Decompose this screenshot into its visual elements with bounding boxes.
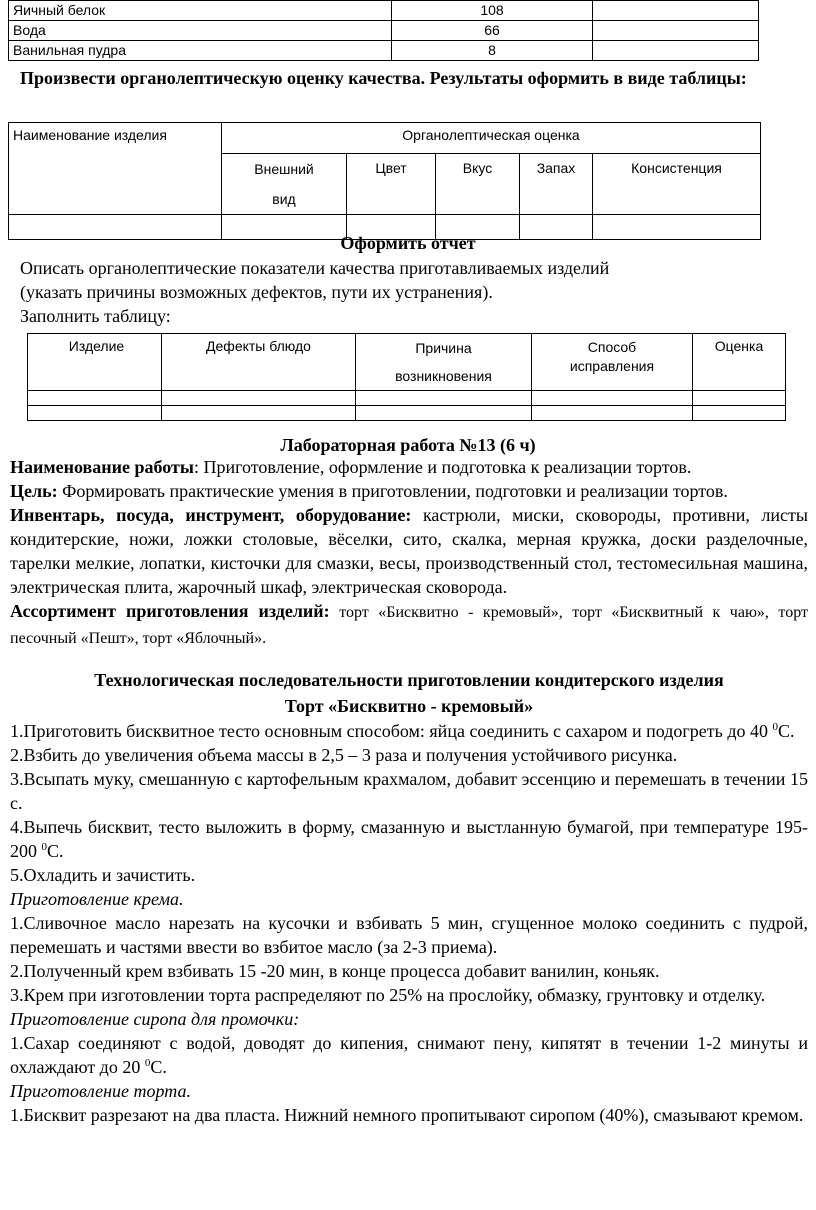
col-fix: [532, 334, 693, 391]
step-unit: С.: [778, 721, 795, 741]
table-row: [9, 41, 759, 61]
empty-cell: [693, 391, 786, 406]
col-cause: [356, 334, 532, 391]
step-item: [10, 815, 808, 863]
work-text: Приготовление, оформление и подготовка к реализации тортов.: [198, 457, 692, 477]
work-label: Наименование работы: [10, 457, 194, 477]
report-line: (указать причины возможных дефектов, пути их устранения).: [20, 282, 493, 302]
empty-cell: [162, 406, 356, 421]
col-appearance-line2: вид: [272, 191, 296, 207]
goal-paragraph: [10, 479, 808, 503]
step-item: 2.Взбить до увеличения объема массы в 2,5 – 3 раза и получения устойчивого рисунка.: [10, 745, 678, 765]
degree-sup: 0: [144, 1057, 151, 1069]
organoleptic-table: [8, 122, 761, 240]
empty-cell: [356, 406, 532, 421]
table-row: [28, 406, 786, 421]
table-row: [9, 21, 759, 41]
step-unit: С.: [150, 1057, 167, 1077]
degree-sup: 0: [772, 721, 779, 733]
col-smell: Запах: [520, 154, 593, 215]
inventory-paragraph: [10, 503, 808, 599]
col-product-name: Наименование изделия: [9, 123, 222, 215]
report-line: Описать органолептические показатели качества приготавливаемых изделий: [20, 258, 610, 278]
step-item: 2.Полученный крем взбивать 15 -20 мин, в конце процесса добавит ванилин, коньяк.: [10, 961, 660, 981]
empty-cell: [532, 391, 693, 406]
assortment-label: Ассортимент приготовления изделий:: [10, 601, 330, 621]
col-taste: Вкус: [436, 154, 520, 215]
col-cause-line1: Причина: [415, 340, 472, 356]
ingredient-qty: 8: [392, 41, 593, 61]
report-line: Заполнить таблицу:: [20, 306, 171, 326]
step-item: 1.Бисквит разрезают на два пласта. Нижний немного пропитывают сиропом (40%), смазывают кремом.: [10, 1105, 804, 1125]
report-instructions: [20, 256, 800, 328]
table-row: [9, 123, 761, 154]
col-cause-line2: возникновения: [395, 368, 492, 384]
col-color: Цвет: [347, 154, 436, 215]
tech-subheading: Торт «Бисквитно - кремовый»: [284, 696, 534, 716]
step-item: 5.Охладить и зачистить.: [10, 865, 196, 885]
lab-body: [10, 455, 808, 1127]
ingredient-name: Вода: [9, 21, 392, 41]
empty-cell: [593, 41, 759, 61]
degree-sup: 0: [41, 841, 47, 853]
step-item: 3.Всыпать муку, смешанную с картофельным крахмалом, добавит эссенцию и перемешать в течении 15 с.: [10, 769, 808, 813]
col-score: Оценка: [693, 334, 786, 391]
goal-label: Цель:: [10, 481, 58, 501]
step-text: 4.Выпечь бисквит, тесто выложить в форму, смазанную и выстланную бумагой, при температуре 195-200: [10, 817, 808, 861]
step-text: 1.Сахар соединяют с водой, доводят до кипения, снимают пену, кипятят в течении 1-2 минуты и охлаждают до 20: [10, 1033, 808, 1077]
report-heading: Оформить отчет: [340, 233, 476, 253]
col-product: Изделие: [28, 334, 162, 391]
cake-section-title: Приготовление торта.: [10, 1081, 192, 1101]
step-item: 1.Сливочное масло нарезать на кусочки и взбивать 5 мин, сгущенное молоко соединить с пудрой, перемешать и частями ввести во взбитое масло (за 2-3 приема).: [10, 913, 808, 957]
ingredient-qty: 108: [392, 1, 593, 21]
work-colon: :: [193, 457, 199, 477]
task-instruction: Произвести органолептическую оценку качества. Результаты оформить в виде таблицы:: [20, 68, 747, 88]
empty-cell: [356, 391, 532, 406]
empty-cell: [693, 406, 786, 421]
empty-cell: [28, 406, 162, 421]
inventory-label: Инвентарь, посуда, инструмент, оборудование:: [10, 505, 412, 525]
col-organoleptic-group: Органолептическая оценка: [222, 123, 761, 154]
assortment-paragraph: [10, 599, 808, 651]
goal-text: Формировать практические умения в приготовлении, подготовки и реализации тортов.: [57, 481, 728, 501]
col-consistency: Консистенция: [593, 154, 761, 215]
tech-heading: Технологическая последовательности приготовлении кондитерского изделия: [94, 670, 724, 690]
ingredient-qty: 66: [392, 21, 593, 41]
defects-table: [27, 333, 786, 421]
cream-section-title: Приготовление крема.: [10, 889, 184, 909]
empty-cell: [28, 391, 162, 406]
empty-cell: [593, 21, 759, 41]
lab-heading: Лабораторная работа №13 (6 ч): [280, 435, 536, 455]
col-appearance-line1: Внешний: [254, 161, 314, 177]
assortment-text: торт «Бисквитно - кремовый», торт «Бисквитный к чаю», торт песочный «Пешт», торт «Яблочный».: [10, 604, 808, 647]
table-row: [28, 391, 786, 406]
step-item: 3.Крем при изготовлении торта распределяют по 25% на прослойку, обмазку, грунтовку и отделку.: [10, 985, 766, 1005]
table-row: [9, 1, 759, 21]
step-item: [10, 719, 808, 743]
col-defects: Дефекты блюдо: [162, 334, 356, 391]
col-fix-line2: исправления: [569, 358, 655, 374]
col-fix-line1: Способ: [587, 339, 637, 355]
ingredient-name: Яичный белок: [9, 1, 392, 21]
work-paragraph: [10, 455, 808, 479]
inventory-text: кастрюли, миски, сковороды, противни, листы кондитерские, ножи, ложки столовые, вёселки, сито, скалка, мерная кружка, доски разделочные, тарелки мелкие, лопатки, кисточки для смазки, весы, производственный стол, тестомесильная машина, электрическая плита, жарочный шкаф, электрическая сковорода.: [10, 505, 808, 597]
empty-cell: [162, 391, 356, 406]
step-item: [10, 1031, 808, 1079]
col-appearance: [222, 154, 347, 215]
step-text: 1.Приготовить бисквитное тесто основным способом: яйца соединить с сахаром и подогреть до 40: [10, 721, 773, 741]
empty-cell: [532, 406, 693, 421]
table-row: [28, 334, 786, 391]
empty-cell: [593, 1, 759, 21]
ingredient-table: [8, 0, 759, 61]
syrup-section-title: Приготовление сиропа для промочки:: [10, 1009, 300, 1029]
ingredient-name: Ванильная пудра: [9, 41, 392, 61]
step-unit: С.: [47, 841, 64, 861]
